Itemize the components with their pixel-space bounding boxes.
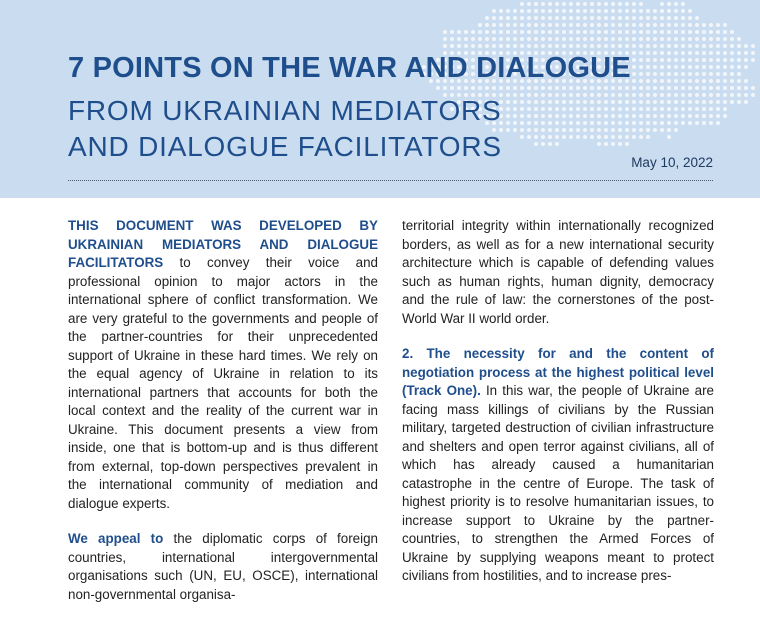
document-subtitle xyxy=(68,93,502,165)
intro-body: to convey their voice and professional opinion to major actors in the international sphere of conflict transformation. We are very grateful to the governments and people of the partner-countries for their unprecedented support of Ukraine in these hard times. We rely on the equal agency of Ukraine in relation to its international partners that accounts for both the local context and the reality of the current war in Ukraine. This document presents a view from inside, one that is bottom-up and is thus different from external, top-down perspectives prevalent in the international community of mediation and dialogue experts. xyxy=(68,255,378,511)
document-title: 7 POINTS ON THE WAR AND DIALOGUE xyxy=(68,52,631,84)
document-header xyxy=(0,0,760,198)
point-2-heading: 2. The necessity for and the content of negotiation process at the highest political level (Track One). xyxy=(402,346,714,398)
subtitle-line-1: FROM UKRAINIAN MEDIATORS xyxy=(68,95,502,126)
point-2-paragraph xyxy=(402,345,714,586)
intro-paragraph xyxy=(68,217,378,513)
point-1-continuation: territorial integrity within internationally recognized borders, as well as for a new international security architecture which is capable of defending values such as human rights, human dignity, democracy and the rule of law: the cornerstones of the post-World War II world order. xyxy=(402,218,714,326)
appeal-paragraph xyxy=(68,530,378,604)
appeal-lead: We appeal to xyxy=(68,531,164,546)
left-column xyxy=(68,217,378,621)
intro-lead: THIS DOCUMENT WAS DEVELOPED BY UKRAINIAN MEDIATORS AND DIALOGUE FACILITATORS xyxy=(68,218,378,270)
point-2-body: In this war, the people of Ukraine are facing mass killings of civilians by the Russian military, targeted destruction of civilian infrastructure and shelters and open terror against civilians, all of which has already caused a humanitarian catastrophe in the centre of Europe. The task of highest priority is to resolve humanitarian issues, to increase support to Ukraine by the partner-countries, to strengthen the Armed Forces of Ukraine by supplying weapons meant to protect civilians from hostilities, and to increase pres- xyxy=(402,383,714,583)
appeal-body: the diplomatic corps of foreign countries, international intergovernmental organisations such (UN, EU, OSCE), international non-governmental organisa- xyxy=(68,531,378,602)
publication-date: May 10, 2022 xyxy=(631,155,713,170)
subtitle-line-2: AND DIALOGUE FACILITATORS xyxy=(68,131,502,162)
dotted-divider xyxy=(68,180,713,181)
right-column xyxy=(402,217,714,603)
